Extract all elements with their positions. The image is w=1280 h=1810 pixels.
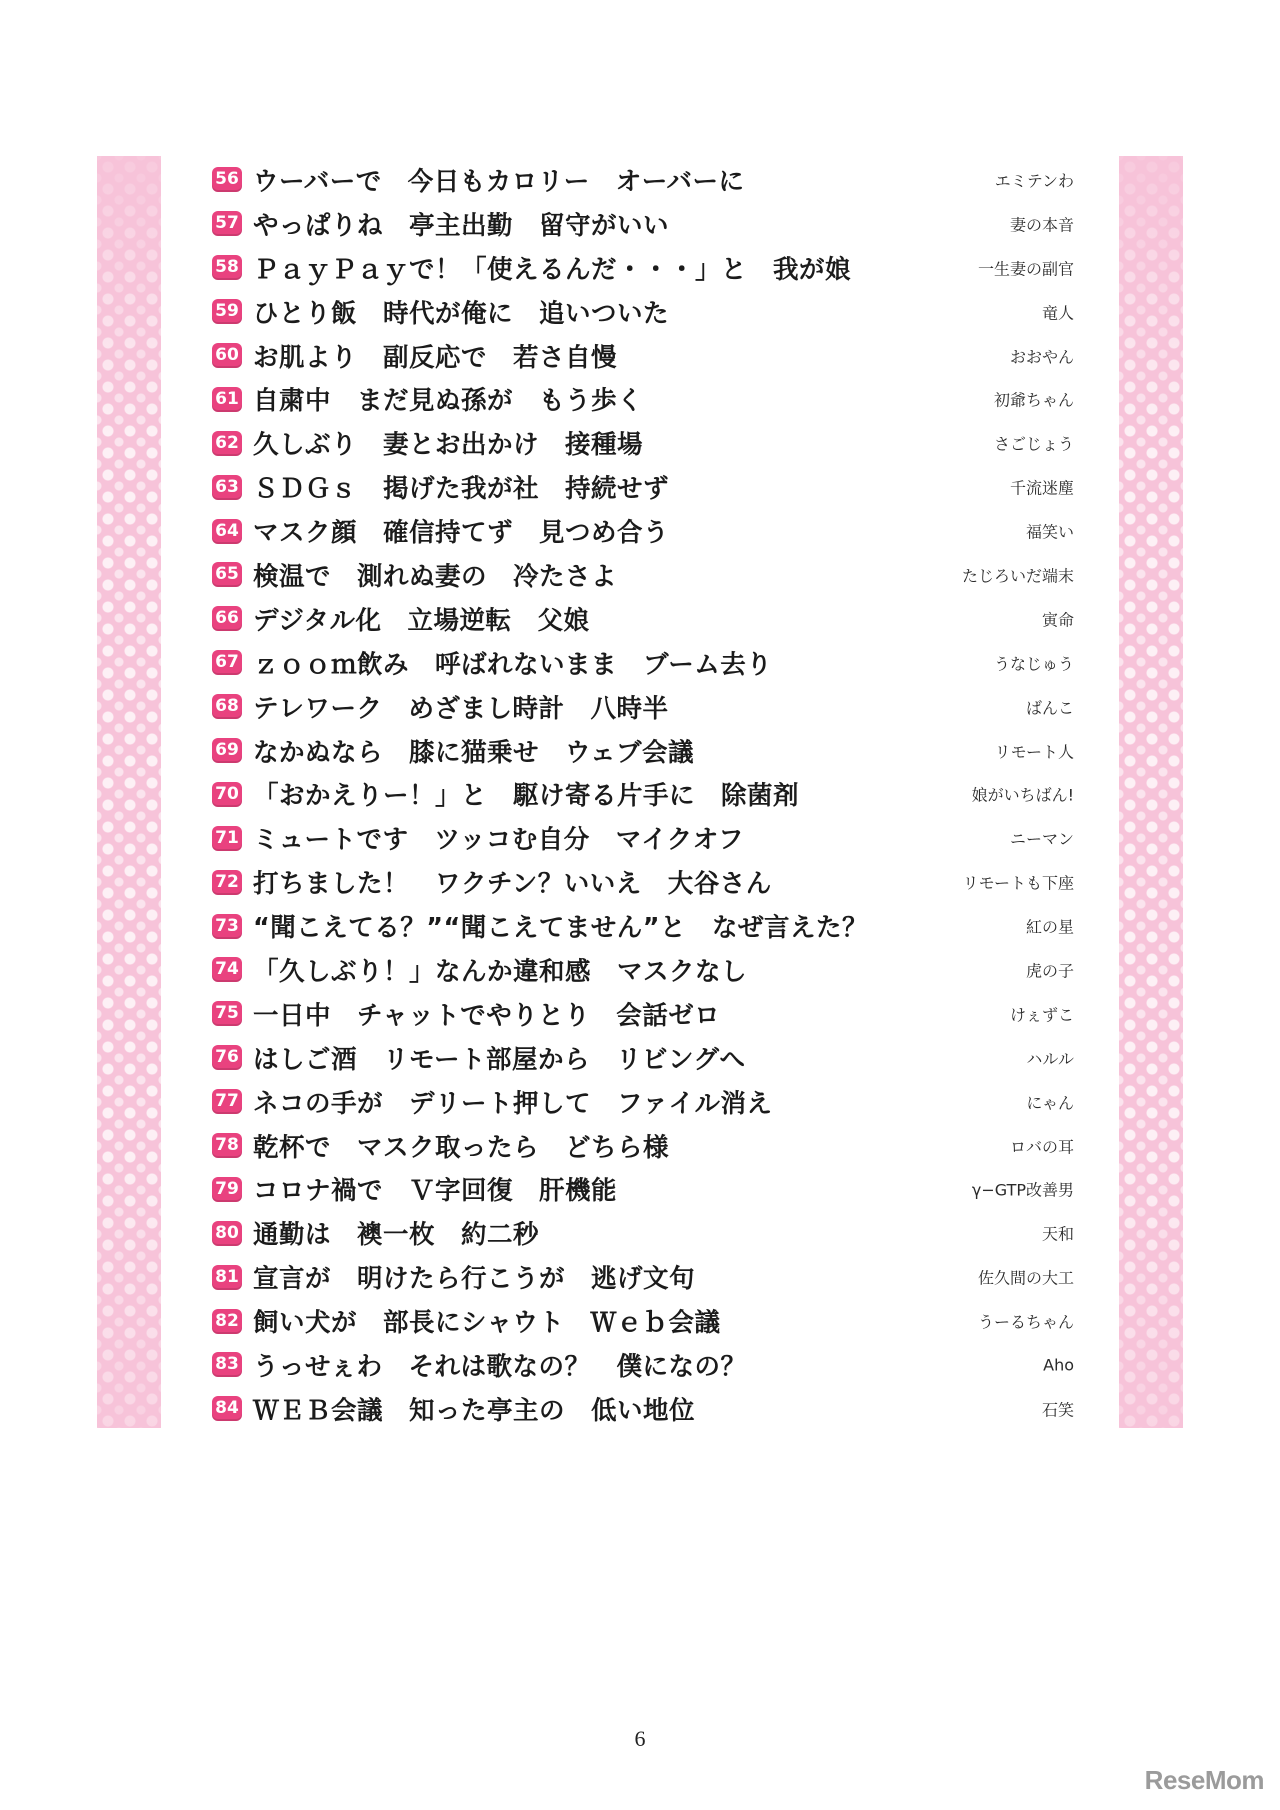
entry-number-badge: 80 <box>212 1221 242 1246</box>
senryu-list <box>212 158 1074 1431</box>
author-name: 寅命 <box>1041 610 1074 630</box>
author-name: 天和 <box>1041 1224 1074 1244</box>
senryu-row <box>212 597 1074 641</box>
entry-number-badge: 78 <box>212 1133 242 1158</box>
senryu-text: “聞こえてる？”“聞こえてません”と なぜ言えた？ <box>253 913 869 944</box>
entry-number-badge: 63 <box>212 475 242 500</box>
senryu-text: ウーバーで 今日もカロリー オーバーに <box>253 166 745 197</box>
senryu-row <box>212 1387 1074 1431</box>
senryu-text: ひとり飯 時代が俺に 追いついた <box>253 298 670 329</box>
senryu-row <box>212 246 1074 290</box>
senryu-text: 乾杯で マスク取ったら どちら様 <box>253 1132 670 1163</box>
entry-number-badge: 64 <box>212 519 242 544</box>
entry-number-badge: 72 <box>212 870 242 895</box>
senryu-text: ＰａｙＰａｙで！「使えるんだ・・・」と 我が娘 <box>253 254 852 285</box>
senryu-row <box>212 904 1074 948</box>
senryu-text: コロナ禍で Ｖ字回復 肝機能 <box>253 1176 618 1207</box>
senryu-text: デジタル化 立場逆転 父娘 <box>253 605 590 636</box>
senryu-text: 一日中 チャットでやりとり 会話ゼロ <box>253 1000 721 1031</box>
author-name: うーるちゃん <box>977 1312 1074 1332</box>
entry-number-badge: 84 <box>212 1396 242 1421</box>
senryu-text: 検温で 測れぬ妻の 冷たさよ <box>253 561 618 592</box>
author-name: 紅の星 <box>1025 917 1074 937</box>
author-name: たじろいだ端末 <box>961 566 1074 586</box>
senryu-row <box>212 334 1074 378</box>
senryu-row <box>212 202 1074 246</box>
senryu-text: 打ちました！ ワクチン？いいえ 大谷さん <box>253 869 772 900</box>
senryu-row <box>212 1167 1074 1211</box>
senryu-text: ミュートです ツッコむ自分 マイクオフ <box>253 825 744 856</box>
senryu-row <box>212 1299 1074 1343</box>
senryu-row <box>212 1343 1074 1387</box>
senryu-row <box>212 816 1074 860</box>
senryu-text: 「久しぶり！」なんか違和感 マスクなし <box>253 956 748 987</box>
author-name: ハルル <box>1026 1049 1074 1069</box>
author-name: 千流迷塵 <box>1009 478 1074 498</box>
senryu-row <box>212 377 1074 421</box>
senryu-row <box>212 1036 1074 1080</box>
senryu-text: うっせぇわ それは歌なの？ 僕になの？ <box>253 1351 747 1382</box>
senryu-text: 飼い犬が 部長にシャウト Ｗｅｂ会議 <box>253 1308 721 1339</box>
resemom-watermark-logo: ReseMom <box>1144 1765 1264 1795</box>
author-name: γ−GTP改善男 <box>971 1180 1074 1200</box>
author-name: おおやん <box>1009 347 1074 366</box>
senryu-text: 宣言が 明けたら行こうが 逃げ文句 <box>253 1264 696 1295</box>
senryu-row <box>212 158 1074 202</box>
entry-number-badge: 83 <box>212 1352 242 1377</box>
senryu-row <box>212 290 1074 334</box>
entry-number-badge: 69 <box>212 738 242 763</box>
entry-number-badge: 70 <box>212 782 242 807</box>
entry-number-badge: 76 <box>212 1045 242 1070</box>
senryu-text: はしご酒 リモート部屋から リビングへ <box>253 1044 746 1075</box>
author-name: 虎の子 <box>1025 961 1074 981</box>
senryu-row <box>212 509 1074 553</box>
author-name: ロバの耳 <box>1009 1137 1074 1157</box>
senryu-text: なかぬなら 膝に猫乗せ ウェブ会議 <box>253 737 694 768</box>
entry-number-badge: 59 <box>212 299 242 324</box>
senryu-text: ＷＥＢ会議 知った亭主の 低い地位 <box>253 1395 696 1426</box>
entry-number-badge: 75 <box>212 1001 242 1026</box>
senryu-text: ｚｏｏｍ飲み 呼ばれないまま ブーム去り <box>253 649 773 680</box>
left-decorative-band <box>97 156 161 1428</box>
author-name: 初爺ちゃん <box>993 390 1074 410</box>
entry-number-badge: 61 <box>212 387 242 412</box>
entry-number-badge: 67 <box>212 650 242 675</box>
author-name: さごじょう <box>993 434 1074 454</box>
entry-number-badge: 60 <box>212 343 242 368</box>
senryu-text: ネコの手が デリート押して ファイル消え <box>253 1088 773 1119</box>
senryu-row <box>212 421 1074 465</box>
entry-number-badge: 73 <box>212 914 242 939</box>
author-name: けぇずこ <box>1009 1005 1074 1025</box>
senryu-row <box>212 641 1074 685</box>
senryu-text: マスク顔 確信持てず 見つめ合う <box>253 518 670 549</box>
senryu-text: ＳＤＧｓ 掲げた我が社 持続せず <box>253 474 670 505</box>
entry-number-badge: 66 <box>212 606 242 631</box>
senryu-text: 「おかえりー！」と 駆け寄る片手に 除菌剤 <box>253 781 800 812</box>
entry-number-badge: 68 <box>212 694 242 719</box>
author-name: 一生妻の副官 <box>977 259 1074 279</box>
senryu-text: 久しぶり 妻とお出かけ 接種場 <box>253 430 644 461</box>
author-name: 娘がいちばん! <box>971 785 1074 805</box>
senryu-text: 通勤は 襖一枚 約二秒 <box>253 1220 540 1251</box>
senryu-text: お肌より 副反応で 若さ自慢 <box>253 342 618 373</box>
senryu-row <box>212 465 1074 509</box>
entry-number-badge: 71 <box>212 826 242 851</box>
senryu-row <box>212 685 1074 729</box>
entry-number-badge: 74 <box>212 957 242 982</box>
senryu-row <box>212 992 1074 1036</box>
author-name: 石笑 <box>1041 1400 1074 1420</box>
senryu-row <box>212 1211 1074 1255</box>
author-name: 佐久間の大工 <box>977 1268 1074 1288</box>
senryu-row <box>212 772 1074 816</box>
entry-number-badge: 57 <box>212 211 242 236</box>
author-name: にゃん <box>1026 1093 1074 1113</box>
author-name: Aho <box>1043 1355 1074 1375</box>
author-name: 竜人 <box>1041 303 1074 323</box>
senryu-row <box>212 1255 1074 1299</box>
entry-number-badge: 77 <box>212 1089 242 1114</box>
author-name: 福笑い <box>1025 522 1074 542</box>
senryu-text: テレワーク めざまし時計 八時半 <box>253 693 669 724</box>
entry-number-badge: 58 <box>212 255 242 280</box>
senryu-row <box>212 860 1074 904</box>
senryu-row <box>212 948 1074 992</box>
author-name: 妻の本音 <box>1009 215 1074 235</box>
senryu-row <box>212 1080 1074 1124</box>
author-name: うなじゅう <box>993 654 1074 674</box>
senryu-row <box>212 553 1074 597</box>
right-decorative-band <box>1119 156 1183 1428</box>
entry-number-badge: 62 <box>212 431 242 456</box>
author-name: リモート人 <box>994 742 1074 762</box>
author-name: エミテンわ <box>994 171 1074 191</box>
senryu-row <box>212 729 1074 773</box>
senryu-text: やっぱりね 亭主出勤 留守がいい <box>253 210 670 241</box>
entry-number-badge: 79 <box>212 1177 242 1202</box>
entry-number-badge: 82 <box>212 1309 242 1334</box>
author-name: ニーマン <box>1009 829 1074 849</box>
senryu-row <box>212 1124 1074 1168</box>
entry-number-badge: 81 <box>212 1265 242 1290</box>
page-number: 6 <box>634 1726 646 1751</box>
author-name: ばんこ <box>1025 698 1074 718</box>
author-name: リモートも下座 <box>962 873 1074 893</box>
senryu-text: 自粛中 まだ見ぬ孫が もう歩く <box>253 386 644 417</box>
entry-number-badge: 56 <box>212 167 242 192</box>
entry-number-badge: 65 <box>212 562 242 587</box>
